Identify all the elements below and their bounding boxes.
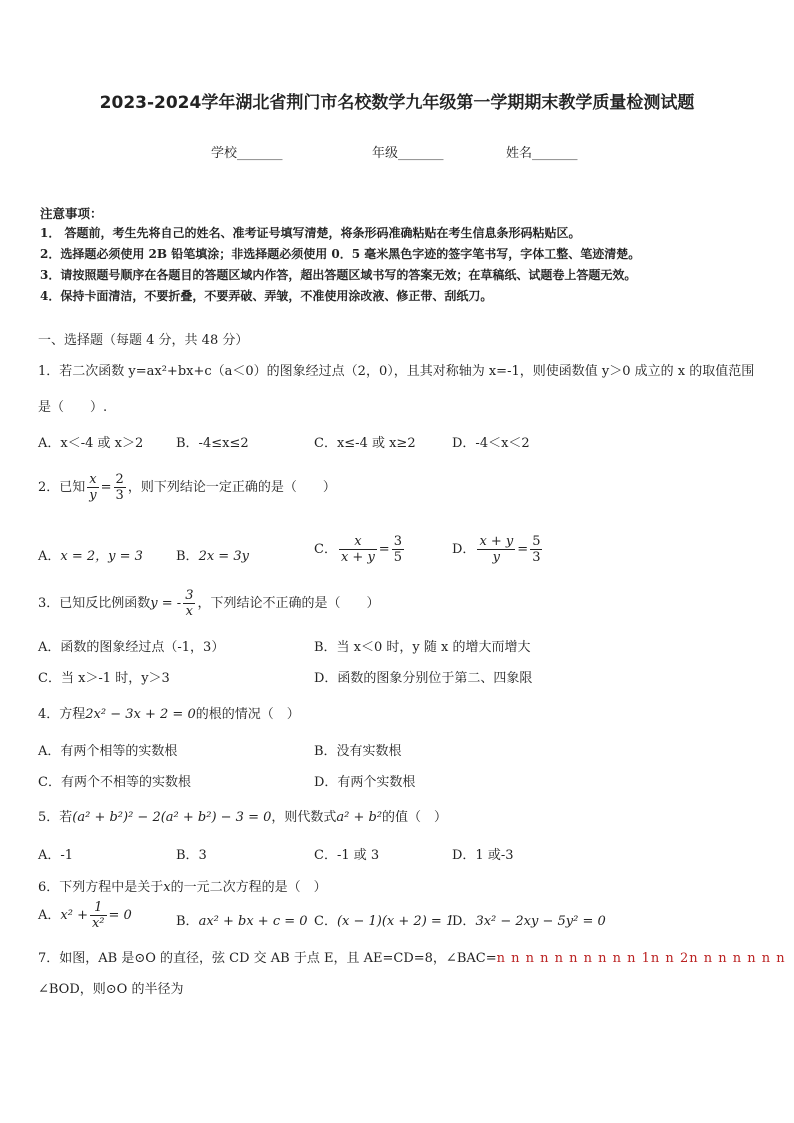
q5-option-c: C．-1 或 3: [314, 848, 380, 863]
q3-option-a: A．函数的图象经过点（-1，3）: [38, 640, 225, 655]
name-field: 姓名_______: [506, 146, 578, 161]
q3-option-d: D．函数的图象分别位于第二、四象限: [314, 671, 533, 686]
note-2: 2．选择题必须使用 2B 铅笔填涂；非选择题必须使用 0．5 毫米黑色字迹的签字笔书写，字体工整、笔迹清楚。: [40, 247, 641, 261]
q4-option-a: A．有两个相等的实数根: [38, 744, 178, 759]
q2-stem: 2．已知 $\frac{x}{y}$ = $\frac{2}{3}$ ，则下列结论一定正确的是（ ）: [38, 472, 336, 503]
q6-option-d: D．3x² − 2xy − 5y² = 0: [452, 914, 606, 929]
note-4: 4．保持卡面清洁，不要折叠，不要弄破、弄皱，不准使用涂改液、修正带、刮纸刀。: [40, 289, 493, 303]
notes-heading: 注意事项：: [40, 206, 103, 221]
q2-option-b: B．2x = 3y: [176, 549, 249, 564]
q3-stem: 3．已知反比例函数y = - $\frac{3}{x}$ ，下列结论不正确的是（ ）: [38, 588, 380, 619]
q1-option-a: A．x＜-4 或 x＞2: [38, 436, 144, 451]
q3-option-c: C．当 x＞-1 时，y＞3: [38, 671, 170, 686]
q1-option-d: D．-4＜x＜2: [452, 436, 530, 451]
q5-option-b: B．3: [176, 848, 207, 863]
q5-option-a: A．-1: [38, 848, 74, 863]
q7-stem-cont: ∠BOD，则⊙O 的半径为: [38, 982, 184, 997]
q3-option-b: B．当 x＜0 时，y 随 x 的增大而增大: [314, 640, 531, 655]
q2-option-c: C． $\frac{x}{x + y}$ = $\frac{3}{5}$: [314, 534, 402, 565]
q6-option-a: A．x² + $\frac{1}{\text{x²}}$ = 0: [38, 900, 132, 931]
section-heading: 一、选择题（每题 4 分，共 48 分）: [38, 333, 249, 348]
q5-stem: 5．若(a² + b²)² − 2(a² + b²) − 3 = 0，则代数式a² + b²的值（ ）: [38, 810, 448, 825]
q1-option-b: B．-4≤x≤2: [176, 436, 249, 451]
q4-option-c: C．有两个不相等的实数根: [38, 775, 191, 790]
q1-stem-cont: 是（ ）.: [38, 400, 108, 415]
page-title: 2023-2024学年湖北省荆门市名校数学九年级第一学期期末教学质量检测试题: [99, 93, 695, 113]
school-field: 学校_______: [211, 146, 283, 161]
q4-stem: 4．方程2x² − 3x + 2 = 0的根的情况（ ）: [38, 707, 300, 722]
q1-stem: 1．若二次函数 y=ax²+bx+c（a＜0）的图象经过点（2，0），且其对称轴为 x=-1，则使函数值 y＞0 成立的 x 的取值范围: [38, 364, 755, 379]
q7-stem: 7．如图，AB 是⊙O 的直径，弦 CD 交 AB 于点 E，且 AE=CD=8，∠BAC=n n n n n n n n n n 1n n 2n n n n n n n: [38, 951, 786, 966]
q6-option-b: B．ax² + bx + c = 0: [176, 914, 308, 929]
q4-option-b: B．没有实数根: [314, 744, 402, 759]
q6-option-c: C．(x − 1)(x + 2) = 1: [314, 914, 455, 929]
note-1: 1． 答题前，考生先将自己的姓名、准考证号填写清楚，将条形码准确粘贴在考生信息条形码粘贴区。: [40, 226, 581, 240]
q5-option-d: D．1 或-3: [452, 848, 514, 863]
grade-field: 年级_______: [372, 146, 444, 161]
q4-option-d: D．有两个实数根: [314, 775, 416, 790]
note-3: 3．请按照题号顺序在各题目的答题区域内作答，超出答题区域书写的答案无效；在草稿纸、试题卷上答题无效。: [40, 268, 637, 282]
q2-option-a: A．x = 2，y = 3: [38, 549, 143, 564]
q2-option-d: D． $\frac{x + y}{y}$ = $\frac{5}{3}$: [452, 534, 541, 565]
q6-stem: 6．下列方程中是关于x的一元二次方程的是（ ）: [38, 880, 327, 895]
q1-option-c: C．x≤-4 或 x≥2: [314, 436, 416, 451]
